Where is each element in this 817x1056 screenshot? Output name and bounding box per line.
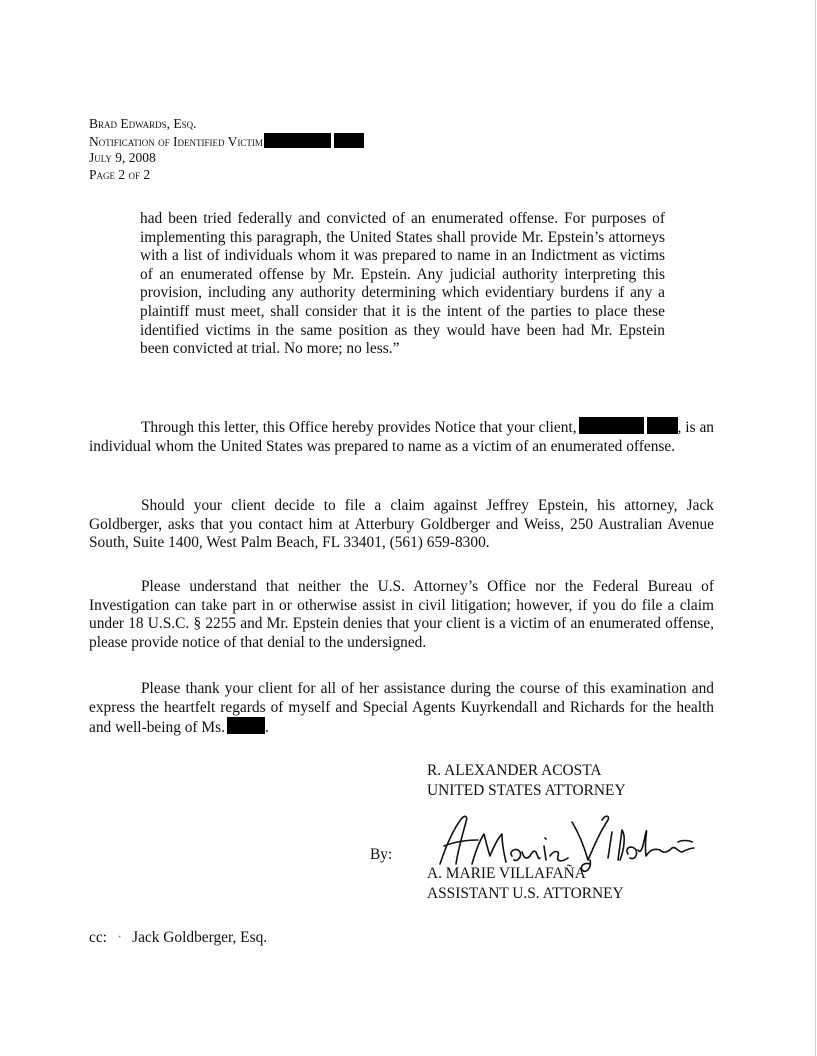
attorney-title: UNITED STATES ATTORNEY [427,782,626,799]
header-recipient: Brad Edwards, Esq. [89,116,197,131]
dot-mark: · [116,929,123,946]
cc-line [89,929,267,947]
redaction-bar [647,417,678,434]
signer-title: ASSISTANT U.S. ATTORNEY [427,885,624,902]
redaction-bar [334,133,364,148]
letter-header [89,116,364,183]
page-edge [815,0,816,1056]
redaction-bar [227,717,265,734]
notice-text-end: , is an individual whom the United States was prepared to name as a victim of an enumerated offense. [89,419,714,455]
redaction-bar [579,417,644,434]
litigation-text: Please understand that neither the U.S. Attorney’s Office nor the Federal Bureau of Investigation can take part in or otherwise assist in civil litigation; however, if you do file a claim under 18 U.S.C. § 2255 and Mr. Epstein denies that your client is a victim of an enumerated offense, please provide notice of that denial to the undersigned. [89,578,714,651]
by-label: By: [370,846,393,863]
thanks-text: Please thank your client for all of her assistance during the course of this examination and express the heartfelt regards of myself and Special Agents Kuyrkendall and Richards for the health and well-being of Ms. [89,680,714,737]
notice-text-start: Through this letter, this Office hereby provides Notice that your client, [141,419,577,436]
quoted-paragraph: had been tried federally and convicted of an enumerated offense. For purposes of implementing this paragraph, the United States shall provide Mr. Epstein’s attorneys with a list of individuals whom it was prepared to name in an Indictment as victims of an enumerated offense by Mr. Epstein. Any judicial authority interpreting this provision, including any authority determining which evidentiary burdens if any a plaintiff must meet, shall consider that it is the intent of the parties to place these identified victims in the same position as they would have been had Mr. Epstein been convicted at trial. No more; no less.” [140,210,665,358]
notice-paragraph [89,417,714,456]
signer-block [427,864,624,904]
thanks-paragraph [89,680,714,738]
signature-block [427,761,626,801]
thanks-text-end: . [264,719,269,737]
header-page-number: Page 2 of 2 [89,166,151,182]
header-subject-line [89,133,364,151]
redaction-bar [264,133,331,148]
attorney-name: R. ALEXANDER ACOSTA [427,762,602,779]
claim-text: Should your client decide to file a claim against Jeffrey Epstein, his attorney, Jack Goldberger, asks that you contact him at Atterbury Goldberger and Weiss, 250 Australian Avenue South, Suite 1400, West Palm Beach, FL 33401, (561) 659-8300. [89,497,714,552]
signer-name: A. MARIE VILLAFAÑA [427,865,586,882]
cc-recipient: Jack Goldberger, Esq. [132,929,268,946]
cc-label: cc: [89,929,107,946]
header-subject: Notification of Identified Victim [89,133,263,149]
header-date: July 9, 2008 [89,150,156,165]
litigation-paragraph [89,578,714,652]
claim-paragraph [89,497,714,553]
